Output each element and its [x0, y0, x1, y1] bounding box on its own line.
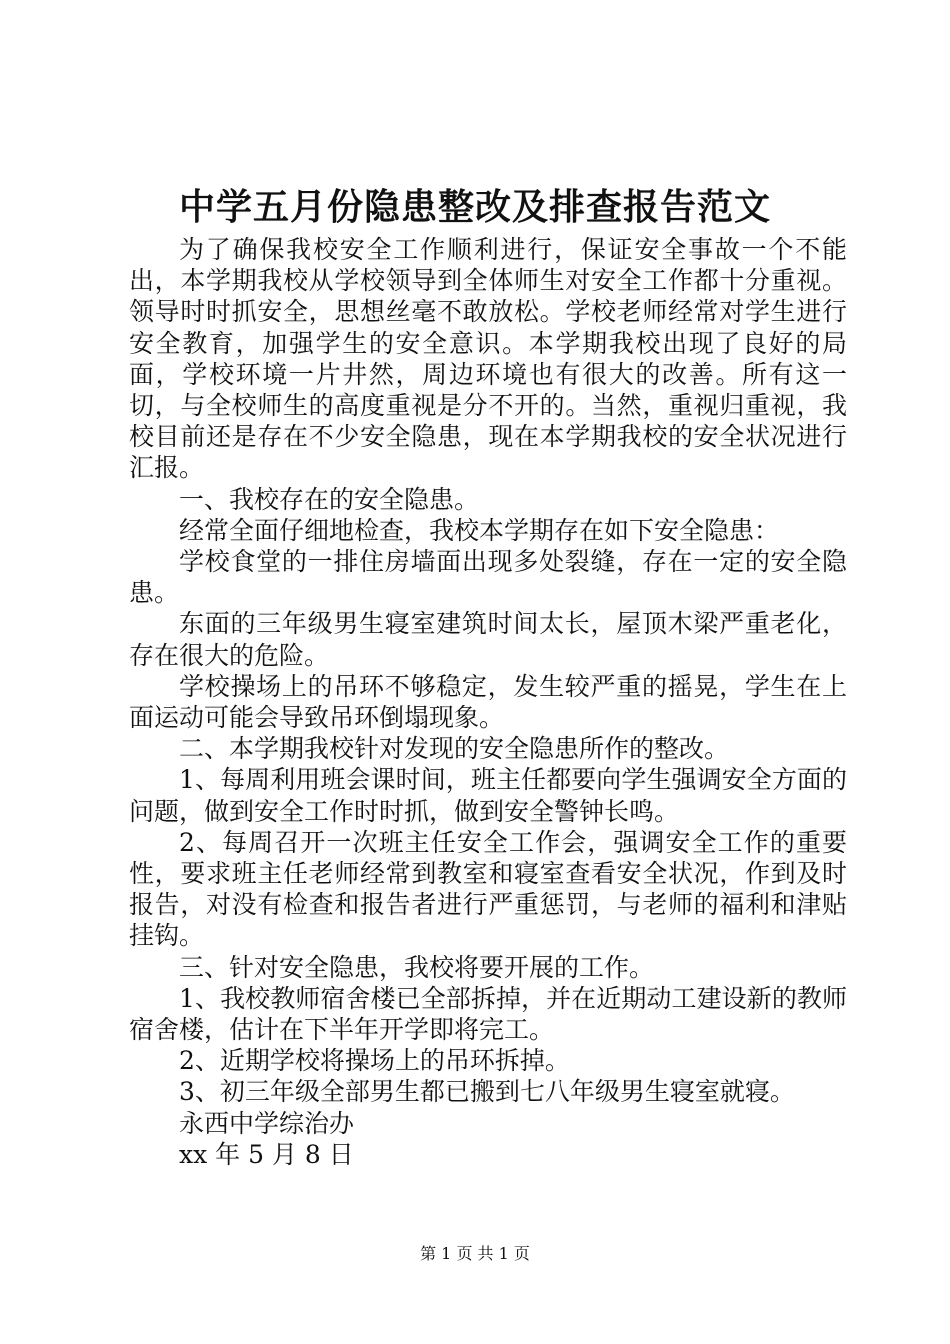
- signature-date: xx 年 5 月 8 日: [179, 1139, 354, 1169]
- paragraph: 经常全面仔细地检查，我校本学期存在如下安全隐患：: [179, 515, 780, 545]
- rectification-item: 1、每周利用班会课时间，班主任都要向学生强调安全方面的问题，做到安全工作时时抓，做到安全警钟长鸣。: [129, 765, 847, 826]
- document-title: 中学五月份隐患整改及排查报告范文: [178, 186, 771, 228]
- plan-item: 3、初三年级全部男生都已搬到七八年级男生寝室就寝。: [179, 1077, 795, 1107]
- hazard-item: 东面的三年级男生寝室建筑时间太长，屋顶木梁严重老化，存在很大的危险。: [129, 609, 847, 670]
- plan-item: 2、近期学校将操场上的吊环拆掉。: [179, 1046, 570, 1076]
- rectification-item: 2、每周召开一次班主任安全工作会，强调安全工作的重要性，要求班主任老师经常到教室和寝室查看安全状况，作到及时报告，对没有检查和报告者进行严重惩罚，与老师的福利和津贴挂钩。: [129, 827, 847, 951]
- hazard-item: 学校操场上的吊环不够稳定，发生较严重的摇晃，学生在上面运动可能会导致吊环倒塌现象。: [129, 671, 847, 733]
- section-heading-3: 三、针对安全隐患，我校将要开展的工作。: [179, 952, 655, 982]
- page-footer: 第 1 页 共 1 页: [420, 1244, 530, 1263]
- plan-item: 1、我校教师宿舍楼已全部拆掉，并在近期动工建设新的教师宿舍楼，估计在下半年开学即将完工。: [129, 983, 847, 1045]
- hazard-item: 学校食堂的一排住房墙面出现多处裂缝，存在一定的安全隐患。: [129, 547, 847, 608]
- section-heading-2: 二、本学期我校针对发现的安全隐患所作的整改。: [179, 734, 730, 764]
- signature-office: 永西中学综治办: [179, 1108, 355, 1138]
- section-heading-1: 一、我校存在的安全隐患。: [179, 484, 480, 514]
- document-body: [129, 234, 847, 1170]
- paragraph-intro: 为了确保我校安全工作顺利进行，保证安全事故一个不能出，本学期我校从学校领导到全体师生对安全工作都十分重视。领导时时抓安全，思想丝毫不敢放松。学校老师经常对学生进行安全教育，加强学生的安全意识。本学期我校出现了良好的局面，学校环境一片井然，周边环境也有很大的改善。所有这一切，与全校师生的高度重视是分不开的。当然，重视归重视，我校目前还是存在不少安全隐患，现在本学期我校的安全状况进行汇报。: [129, 235, 847, 483]
